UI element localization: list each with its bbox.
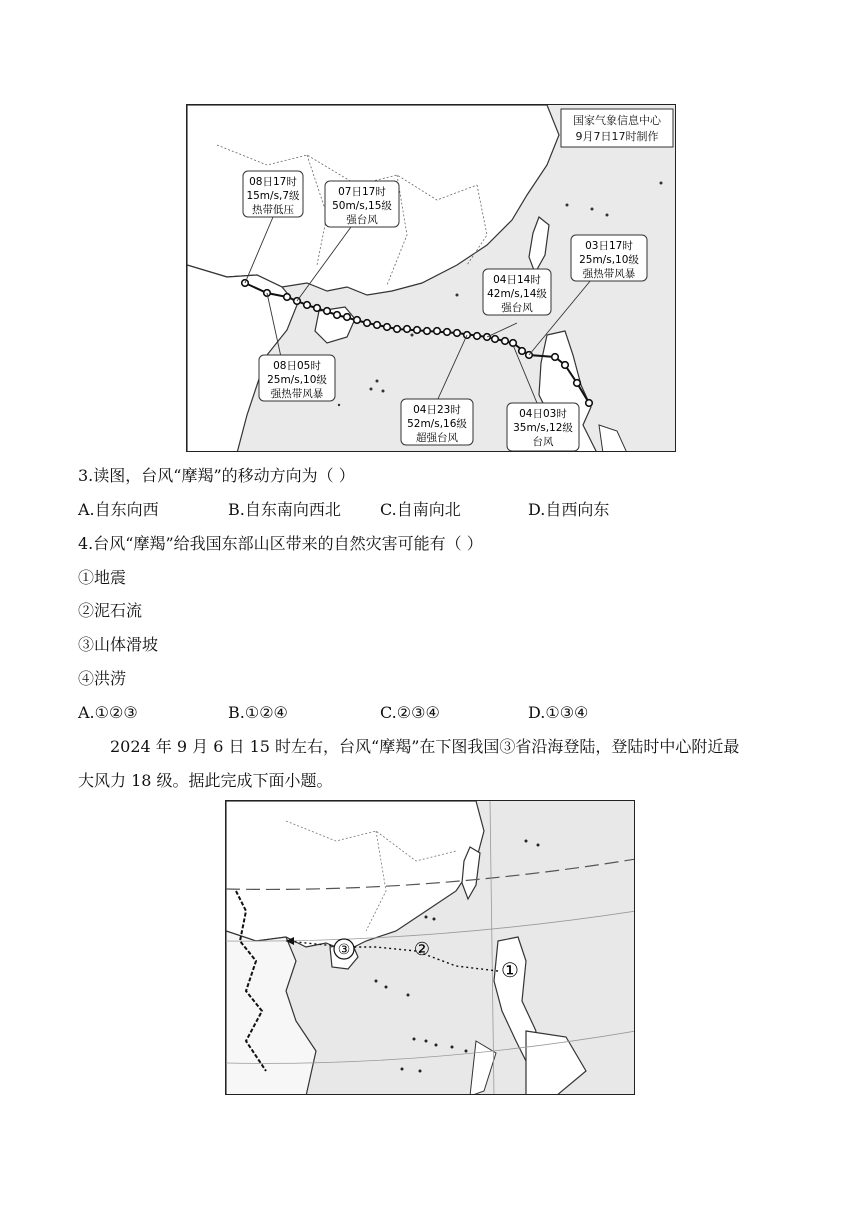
map-source-label — [561, 109, 673, 147]
passage-line-1: 2024 年 9 月 6 日 15 时左右，台风“摩羯”在下图我国③省沿海登陆，登陆时中心附近最 — [110, 737, 740, 756]
marker-1 — [501, 958, 519, 982]
svg-text:35m/s,12级: 35m/s,12级 — [513, 422, 573, 434]
q4-item-1: ①地震 — [78, 568, 127, 587]
svg-text:②: ② — [413, 939, 431, 960]
q3-option-a[interactable]: A.自东向西 — [78, 500, 159, 519]
svg-text:超强台风: 超强台风 — [416, 432, 458, 444]
q3-option-b[interactable]: B.自东南向西北 — [228, 500, 341, 519]
svg-text:03日17时: 03日17时 — [585, 240, 633, 252]
svg-text:台风: 台风 — [532, 436, 554, 448]
svg-text:04日23时: 04日23时 — [413, 404, 461, 416]
typhoon-track-map — [186, 104, 676, 452]
q3-option-c[interactable]: C.自南向北 — [380, 500, 461, 519]
svg-text:42m/s,14级: 42m/s,14级 — [487, 288, 547, 300]
question-3-stem: 3.读图，台风“摩羯”的移动方向为（ ） — [78, 466, 355, 485]
callout-0805 — [259, 355, 335, 401]
q4-option-a[interactable]: A.①②③ — [78, 703, 138, 722]
callout-0317 — [571, 235, 647, 281]
passage-line-2: 大风力 18 级。据此完成下面小题。 — [78, 771, 333, 790]
svg-text:①: ① — [501, 958, 519, 982]
svg-text:25m/s,10级: 25m/s,10级 — [267, 374, 327, 386]
q4-item-2: ②泥石流 — [78, 601, 143, 620]
svg-text:52m/s,16级: 52m/s,16级 — [407, 418, 467, 430]
svg-text:04日03时: 04日03时 — [519, 408, 567, 420]
q4-item-3: ③山体滑坡 — [78, 635, 159, 654]
callout-0423 — [401, 399, 473, 445]
svg-text:50m/s,15级: 50m/s,15级 — [332, 200, 392, 212]
callout-0817 — [243, 171, 303, 217]
marker-3 — [334, 939, 354, 959]
question-4-stem: 4.台风“摩羯”给我国东部山区带来的自然灾害可能有（ ） — [78, 534, 483, 553]
q3-option-d[interactable]: D.自西向东 — [528, 500, 610, 519]
svg-text:08日05时: 08日05时 — [273, 360, 321, 372]
passage — [78, 730, 838, 798]
callout-0403 — [507, 403, 579, 451]
svg-text:国家气象信息中心: 国家气象信息中心 — [573, 114, 661, 127]
svg-text:③: ③ — [337, 942, 351, 958]
svg-text:04日14时: 04日14时 — [493, 274, 541, 286]
svg-text:25m/s,10级: 25m/s,10级 — [579, 254, 639, 266]
svg-text:强台风: 强台风 — [346, 214, 378, 226]
svg-text:9月7日17时制作: 9月7日17时制作 — [575, 130, 659, 143]
callout-0414 — [483, 269, 551, 315]
svg-text:热带低压: 热带低压 — [252, 204, 294, 216]
landfall-map — [225, 800, 635, 1095]
svg-text:15m/s,7级: 15m/s,7级 — [246, 190, 300, 202]
svg-text:07日17时: 07日17时 — [338, 186, 386, 198]
q4-item-4: ④洪涝 — [78, 669, 127, 688]
marker-2 — [414, 939, 430, 960]
q4-option-d[interactable]: D.①③④ — [528, 703, 589, 722]
svg-text:强热带风暴: 强热带风暴 — [270, 388, 324, 400]
svg-text:强台风: 强台风 — [501, 302, 533, 314]
q4-option-b[interactable]: B.①②④ — [228, 703, 288, 722]
callout-0717 — [325, 181, 399, 227]
svg-text:强热带风暴: 强热带风暴 — [582, 268, 636, 280]
svg-text:08日17时: 08日17时 — [249, 176, 297, 188]
q4-option-c[interactable]: C.②③④ — [380, 703, 440, 722]
